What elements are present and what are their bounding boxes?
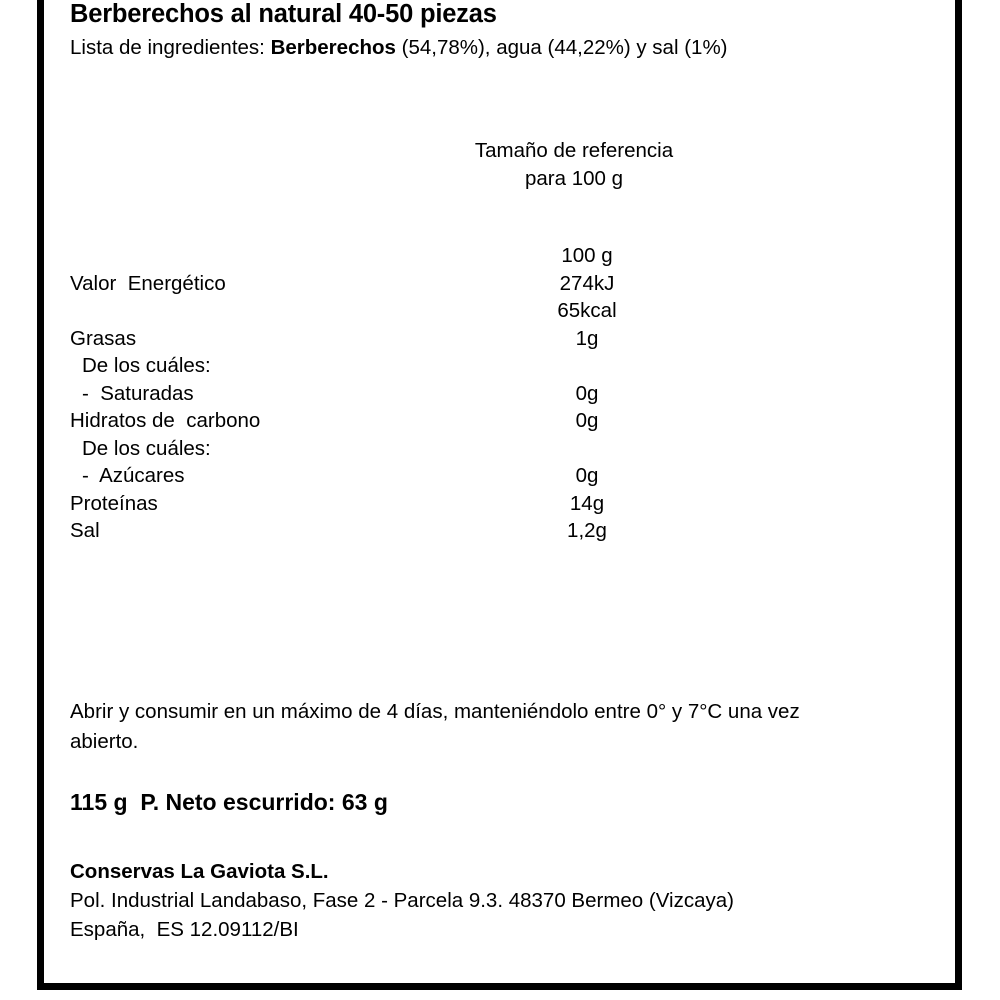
nutrient-value: 1g — [575, 326, 599, 350]
ingredients-remainder: (54,78%), agua (44,22%) y sal (1%) — [395, 36, 728, 59]
ingredients-list — [70, 36, 728, 60]
nutrition-column-header: 100 g — [561, 244, 613, 267]
table-row — [44, 354, 955, 382]
nutrient-label: De los cuáles: — [82, 354, 211, 377]
nutrient-label: De los cuáles: — [82, 436, 211, 460]
nutrient-value: 274kJ — [559, 271, 615, 295]
nutrition-table — [44, 244, 955, 547]
nutrient-value: 0g — [575, 409, 599, 432]
table-row — [44, 409, 955, 437]
ingredients-label: Lista de ingredientes: — [70, 36, 271, 59]
nutrient-label: Grasas — [70, 326, 137, 350]
storage-instructions: Abrir y consumir en un máximo de 4 días, manteniéndolo entre 0° y 7°C una vez abierto. — [70, 700, 800, 753]
manufacturer-address-line-1: Pol. Industrial Landabaso, Fase 2 - Parcela 9.3. 48370 Bermeo (Vizcaya) — [70, 889, 734, 912]
reference-size-heading — [424, 137, 724, 193]
table-row — [44, 272, 955, 300]
nutrient-label: Valor Energético — [70, 271, 226, 295]
page-title: Berberechos al natural 40-50 piezas — [70, 0, 497, 28]
table-row — [44, 327, 955, 355]
manufacturer-address-line-2: España, ES 12.09112/BI — [70, 918, 299, 941]
nutrition-table-header-row — [44, 244, 955, 272]
ingredients-primary: Berberechos — [270, 36, 396, 59]
nutrient-label: Sal — [70, 519, 100, 542]
reference-size-line-1: Tamaño de referencia — [474, 139, 674, 162]
manufacturer-name: Conservas La Gaviota S.L. — [70, 860, 329, 883]
table-row — [44, 437, 955, 465]
manufacturer-block — [70, 857, 910, 944]
table-row — [44, 382, 955, 410]
nutrition-label-frame — [37, 0, 962, 990]
net-weight: 115 g P. Neto escurrido: 63 g — [70, 789, 388, 815]
nutrient-label: Hidratos de carbono — [70, 409, 261, 432]
nutrient-label: - Azúcares — [82, 464, 185, 487]
nutrient-label: - Saturadas — [82, 381, 194, 405]
nutrient-label: Proteínas — [70, 491, 158, 515]
nutrient-value: 14g — [569, 491, 605, 515]
table-row — [44, 464, 955, 492]
nutrient-value: 0g — [575, 381, 599, 405]
nutrient-value: 0g — [575, 464, 599, 487]
label-content — [44, 0, 955, 983]
nutrient-value: 1,2g — [567, 519, 607, 542]
table-row — [44, 519, 955, 547]
table-row — [44, 299, 955, 327]
nutrient-value: 65kcal — [557, 299, 617, 322]
reference-size-line-2: para 100 g — [524, 167, 624, 190]
table-row — [44, 492, 955, 520]
